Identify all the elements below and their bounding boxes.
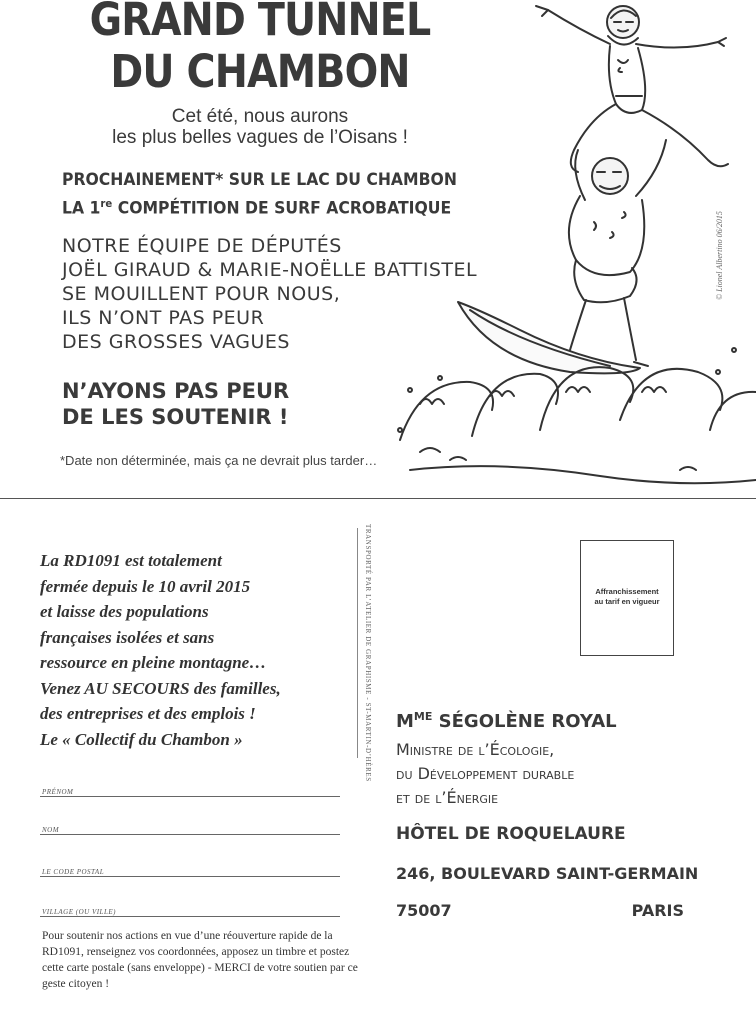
footnote: *Date non déterminée, mais ça ne devrait plus tarder… — [60, 453, 378, 468]
postcode: 75007 — [396, 901, 452, 920]
call-line-2: DE LES SOUTENIR ! — [62, 405, 289, 429]
headline-line-2: DU CHAMBON — [110, 45, 410, 98]
recipient-address — [396, 710, 699, 923]
announcement-suffix: COMPÉTITION DE SURF ACROBATIQUE — [112, 198, 452, 219]
team-line: JOËL GIRAUD & MARIE-NOËLLE BATTISTEL — [62, 259, 478, 281]
village-label: VILLAGE (OU VILLE) — [42, 908, 116, 916]
recipient-title: M — [396, 711, 414, 732]
street-address: 246, BOULEVARD SAINT-GERMAIN — [396, 864, 699, 883]
message-line: La RD1091 est totalement — [40, 551, 222, 570]
message-line: Venez AU SECOURS des familles, — [40, 678, 281, 698]
recipient-name-text: SÉGOLÈNE ROYAL — [432, 711, 617, 732]
recipient-name — [396, 710, 696, 732]
card-separator — [357, 528, 358, 758]
recipient-line: du Développement durable — [396, 764, 575, 783]
flyer-top — [0, 0, 756, 498]
village-field[interactable] — [40, 916, 340, 917]
instructions: Pour soutenir nos actions en vue d’une réouverture rapide de la RD1091, renseignez vos coordonnées, apposez un timbre et postez cette carte postale (sans enveloppe) - MERCI de votre soutien par ce geste citoyen ! — [42, 930, 358, 990]
stamp-line-1: Affranchissement — [595, 587, 659, 596]
building-name: HÔTEL DE ROQUELAURE — [396, 824, 626, 844]
stamp-text — [581, 587, 673, 607]
support-message — [40, 548, 360, 752]
message-line: Le « Collectif du Chambon » — [40, 729, 243, 749]
team-line: ILS N’ONT PAS PEUR — [62, 307, 265, 329]
printer-note: TRANSPORTÉ PAR L’ATELIER DE GRAPHISME - ST-MARTIN-D’HÈRES — [364, 524, 372, 782]
recipient-line: et de l’Énergie — [396, 788, 499, 807]
ordinal-superscript: re — [100, 197, 113, 210]
postcard — [0, 500, 756, 1024]
last-name-label: NOM — [42, 826, 60, 834]
message-line: des entreprises et des emplois ! — [40, 704, 256, 723]
surfers-cartoon-illustration — [380, 0, 756, 495]
team-line: DES GROSSES VAGUES — [62, 331, 290, 353]
team-line: NOTRE ÉQUIPE DE DÉPUTÉS — [62, 235, 342, 257]
subtitle-line-1: Cet été, nous aurons — [171, 106, 349, 127]
message-line: françaises isolées et sans — [40, 627, 215, 647]
postcode-field[interactable] — [40, 876, 340, 877]
headline-line-1: GRAND TUNNEL — [89, 0, 431, 46]
first-name-label: PRÉNOM — [42, 788, 74, 796]
perforation-line — [0, 498, 756, 499]
recipient-line: Ministre de l’Écologie, — [396, 740, 555, 759]
stamp-line-2: au tarif en vigueur — [594, 597, 660, 606]
postcode-label: LE CODE POSTAL — [42, 868, 105, 876]
call-line-1: N’AYONS PAS PEUR — [62, 379, 290, 403]
last-name-field[interactable] — [40, 834, 340, 835]
illustration-credit: © Lionel Albertino 06/2015 — [715, 211, 724, 300]
city: PARIS — [631, 901, 684, 920]
team-line: SE MOUILLENT POUR NOUS, — [62, 283, 341, 305]
message-line: fermée depuis le 10 avril 2015 — [40, 576, 251, 596]
recipient-title-sup: ME — [413, 710, 433, 723]
stamp-box — [580, 540, 674, 656]
announcement-prefix: LA 1 — [62, 198, 101, 219]
call-to-action — [62, 378, 289, 430]
message-line: ressource en pleine montagne… — [40, 653, 267, 672]
subtitle-line-2: les plus belles vagues de l’Oisans ! — [112, 127, 408, 148]
announcement-line-1: PROCHAINEMENT* SUR LE LAC DU CHAMBON — [62, 170, 457, 190]
message-line: et laisse des populations — [40, 602, 209, 621]
first-name-field[interactable] — [40, 796, 340, 797]
